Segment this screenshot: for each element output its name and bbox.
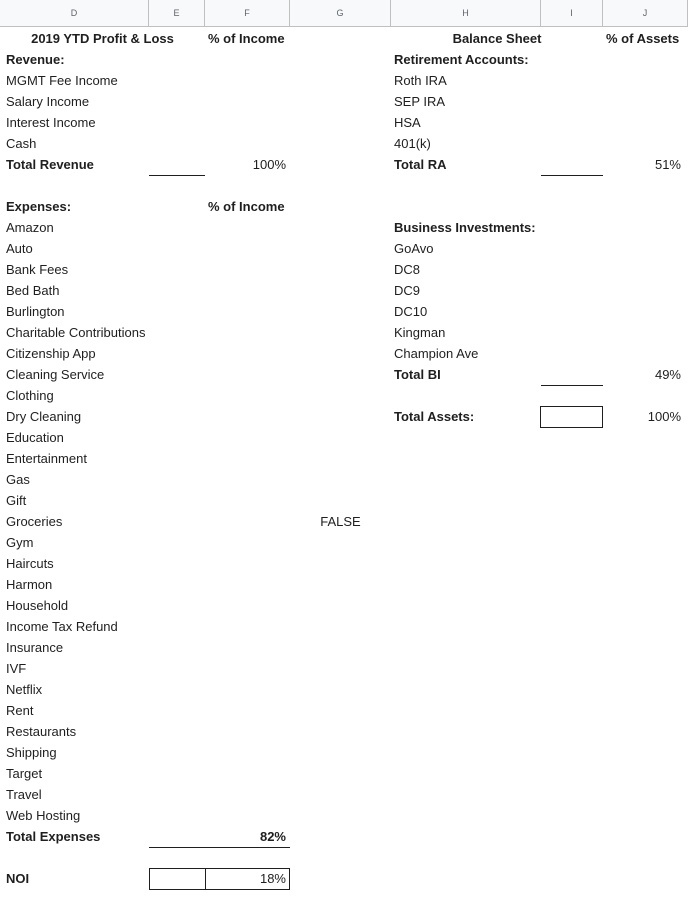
column-letter: J — [642, 8, 648, 18]
expense-item[interactable]: Auto — [6, 241, 33, 256]
expense-item[interactable]: Shipping — [6, 745, 57, 760]
expense-item[interactable]: Web Hosting — [6, 808, 81, 823]
expense-item[interactable]: Clothing — [6, 388, 54, 403]
revenue-item[interactable]: Cash — [6, 136, 37, 151]
expenses-pct-header[interactable]: % of Income — [208, 199, 285, 214]
total-revenue-label[interactable]: Total Revenue — [6, 157, 94, 172]
business-label[interactable]: Business Investments: — [394, 220, 536, 235]
expense-item[interactable]: Income Tax Refund — [6, 619, 118, 634]
expense-item[interactable]: Rent — [6, 703, 34, 718]
total-expenses-pct[interactable]: 82% — [259, 829, 286, 844]
total-assets-label[interactable]: Total Assets: — [394, 409, 475, 424]
expense-item[interactable]: Cleaning Service — [6, 367, 105, 382]
column-header-d[interactable] — [0, 0, 149, 27]
revenue-item[interactable]: Salary Income — [6, 94, 90, 109]
expense-item[interactable]: Citizenship App — [6, 346, 96, 361]
expense-item[interactable]: Household — [6, 598, 69, 613]
expense-item[interactable]: Gas — [6, 472, 30, 487]
business-item[interactable]: DC9 — [394, 283, 421, 298]
noi-value-cell[interactable] — [149, 868, 206, 890]
expense-item[interactable]: Bank Fees — [6, 262, 69, 277]
total-expenses-label[interactable]: Total Expenses — [6, 829, 101, 844]
bs-pct-header[interactable]: % of Assets — [606, 31, 680, 46]
total-ra-underline — [541, 175, 603, 176]
expense-item[interactable]: IVF — [6, 661, 27, 676]
retirement-item[interactable]: HSA — [394, 115, 421, 130]
expense-item[interactable]: Groceries — [6, 514, 63, 529]
total-assets-value-cell[interactable] — [540, 406, 603, 428]
total-bi-underline — [541, 385, 603, 386]
expense-item[interactable]: Bed Bath — [6, 283, 60, 298]
column-letter: H — [462, 8, 469, 18]
total-ra-pct[interactable]: 51% — [654, 157, 681, 172]
expenses-label[interactable]: Expenses: — [6, 199, 72, 214]
total-bi-label[interactable]: Total BI — [394, 367, 441, 382]
expense-item[interactable]: Education — [6, 430, 64, 445]
business-item[interactable]: Kingman — [394, 325, 446, 340]
business-item[interactable]: DC10 — [394, 304, 428, 319]
column-letter: E — [173, 8, 180, 18]
expense-item[interactable]: Harmon — [6, 577, 53, 592]
expense-item[interactable]: Restaurants — [6, 724, 77, 739]
pl-title[interactable]: 2019 YTD Profit & Loss — [31, 31, 174, 46]
expense-item[interactable]: Gym — [6, 535, 34, 550]
column-letter: G — [336, 8, 344, 18]
expense-item[interactable]: Travel — [6, 787, 42, 802]
column-letter: D — [70, 8, 78, 18]
expense-item[interactable]: Burlington — [6, 304, 65, 319]
revenue-label[interactable]: Revenue: — [6, 52, 65, 67]
retirement-item[interactable]: Roth IRA — [394, 73, 447, 88]
noi-label[interactable]: NOI — [6, 871, 30, 886]
total-expenses-underline — [149, 847, 290, 848]
column-header-j[interactable] — [603, 0, 688, 27]
expense-item[interactable]: Dry Cleaning — [6, 409, 82, 424]
total-ra-label[interactable]: Total RA — [394, 157, 447, 172]
column-letter: I — [570, 8, 573, 18]
expense-item[interactable]: Haircuts — [6, 556, 54, 571]
column-header-e[interactable] — [149, 0, 205, 27]
expense-item[interactable]: Charitable Contributions — [6, 325, 146, 340]
revenue-item[interactable]: Interest Income — [6, 115, 96, 130]
expense-item[interactable]: Gift — [6, 493, 27, 508]
groceries-g-value[interactable]: FALSE — [320, 514, 361, 529]
business-item[interactable]: Champion Ave — [394, 346, 479, 361]
expense-item[interactable]: Netflix — [6, 682, 43, 697]
expense-item[interactable]: Target — [6, 766, 43, 781]
noi-pct[interactable]: 18% — [259, 871, 286, 886]
total-revenue-underline — [149, 175, 205, 176]
retirement-item[interactable]: SEP IRA — [394, 94, 446, 109]
total-revenue-pct[interactable]: 100% — [252, 157, 286, 172]
retirement-label[interactable]: Retirement Accounts: — [394, 52, 529, 67]
total-assets-pct[interactable]: 100% — [647, 409, 681, 424]
column-header-i[interactable] — [541, 0, 603, 27]
column-header-f[interactable] — [205, 0, 290, 27]
expense-item[interactable]: Insurance — [6, 640, 64, 655]
expense-item[interactable]: Amazon — [6, 220, 54, 235]
business-item[interactable]: GoAvo — [394, 241, 434, 256]
total-bi-pct[interactable]: 49% — [654, 367, 681, 382]
pl-pct-header[interactable]: % of Income — [208, 31, 285, 46]
revenue-item[interactable]: MGMT Fee Income — [6, 73, 118, 88]
retirement-item[interactable]: 401(k) — [394, 136, 431, 151]
bs-title[interactable]: Balance Sheet — [452, 31, 542, 46]
column-letter: F — [244, 8, 250, 18]
expense-item[interactable]: Entertainment — [6, 451, 87, 466]
column-header-h[interactable] — [391, 0, 541, 27]
column-header-g[interactable] — [290, 0, 391, 27]
business-item[interactable]: DC8 — [394, 262, 421, 277]
